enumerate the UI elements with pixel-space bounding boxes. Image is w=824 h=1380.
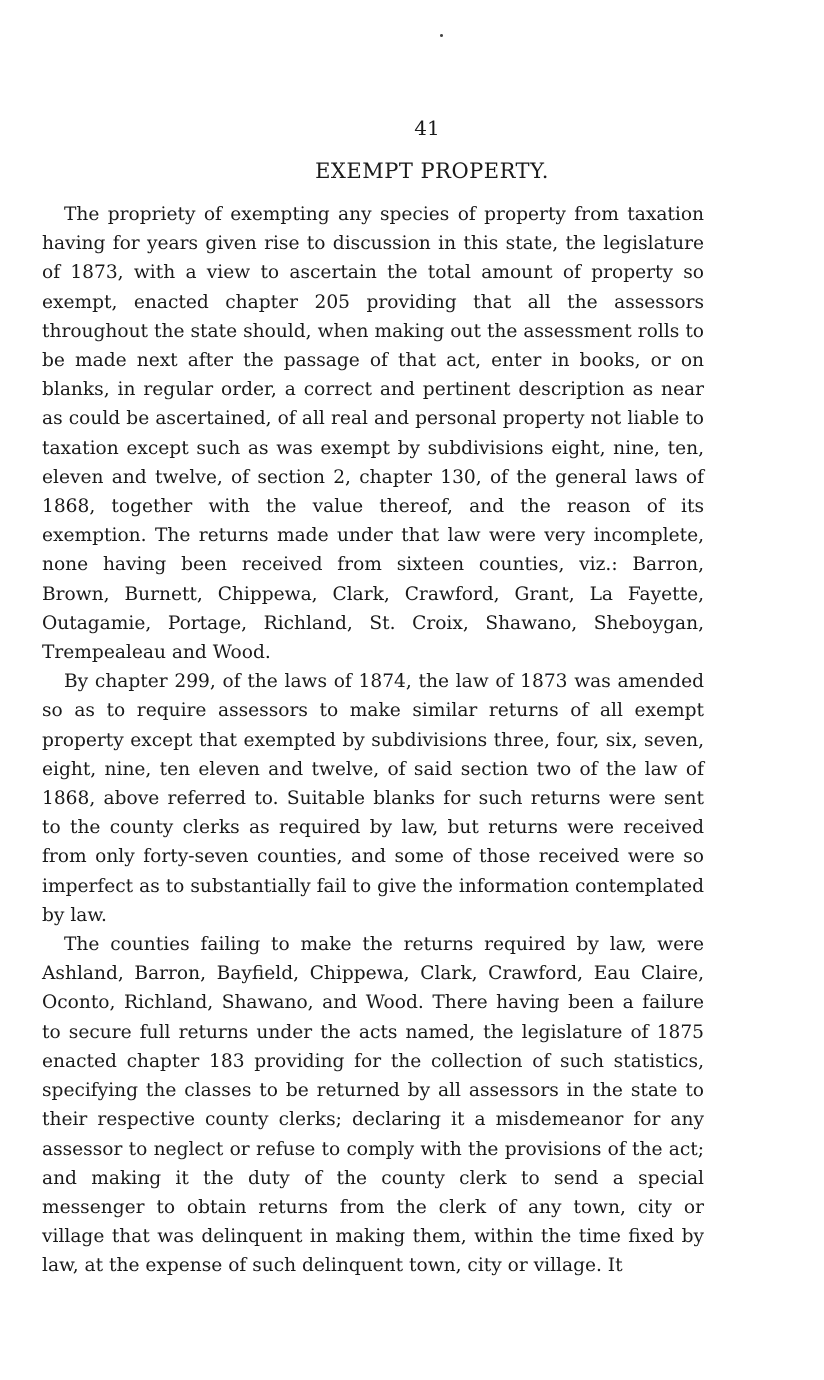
paragraph-1: The propriety of exempting any species of property from taxation having for years given rise to discussion in this state, the legislature of 1873, with a view to ascertain the total amount of property so exempt, enacted chapter 205 providing that all the assessors throughout the state should, when making out the assessment rolls to be made next after the passage of that act, enter in books, or on blanks, in regular order, a correct and pertinent description as near as could be ascertained, of all real and personal property not liable to taxation except such as was exempt by subdivisions eight, nine, ten, eleven and twelve, of section 2, chapter 130, of the general laws of 1868, together with the value thereof, and the reason of its exemption. The returns made under that law were very incomplete, none having been received from sixteen counties, viz.: Barron, Brown, Burnett, Chippewa, Clark, Crawford, Grant, La Fayette, Outagamie, Portage, Richland, St. Croix, Shawano, Sheboygan, Trempealeau and Wood. (42, 204, 704, 664)
paragraph-2: By chapter 299, of the laws of 1874, the law of 1873 was amended so as to require assessors to make similar returns of all exempt property except that exempted by subdivisions three, four, six, seven, eight, nine, ten eleven and twelve, of said section two of the law of 1868, above referred to. Suitable blanks for such returns were sent to the county clerks as required by law, but returns were received from only forty-seven counties, and some of those received were so imperfect as to substantially fail to give the information contemplated by law. (42, 671, 704, 926)
page-number: 41 (414, 116, 440, 140)
body-text (42, 200, 704, 1281)
paragraph-3: The counties failing to make the returns required by law, were Ashland, Barron, Bayfield, Chippewa, Clark, Crawford, Eau Claire, Oconto, Richland, Shawano, and Wood. There having been a failure to secure full returns under the acts named, the legislature of 1875 enacted chapter 183 providing for the collection of such statistics, specifying the classes to be returned by all assessors in the state to their respective county clerks; declaring it a misdemeanor for any assessor to neglect or refuse to comply with the provisions of the act; and making it the duty of the county clerk to send a special messenger to obtain returns from the clerk of any town, city or village that was delinquent in making them, within the time fixed by law, at the expense of such delinquent town, city or village. It (42, 934, 704, 1277)
page-title: EXEMPT PROPERTY. (315, 159, 549, 183)
print-speck (440, 34, 443, 37)
